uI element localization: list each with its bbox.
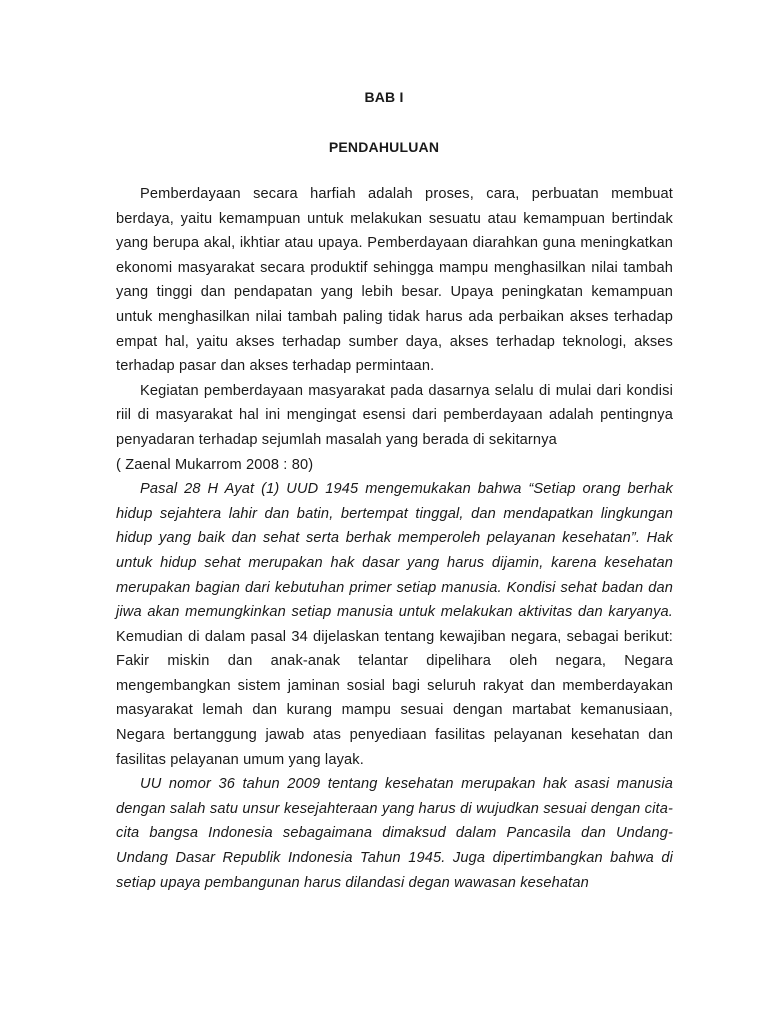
body-text: [116, 182, 673, 895]
paragraph-2: [116, 379, 673, 477]
chapter-title: PENDAHULUAN: [328, 139, 440, 155]
paragraph-text: Kemudian di dalam pasal 34 dijelaskan tentang kewajiban negara, sebagai berikut: Fakir miskin dan anak-anak telantar dipelihara oleh negara, Negara mengembangkan sistem jaminan sosial bagi seluruh rakyat dan memberdayakan masyarakat lemah dan kurang mampu sesuai dengan martabat kemanusiaan, Negara bertanggung jawab atas penyediaan fasilitas pelayanan kesehatan dan fasilitas pelayanan umum yang layak.: [116, 628, 673, 768]
paragraph-1: [116, 182, 673, 379]
paragraph-text: Pemberdayaan secara harfiah adalah proses, cara, perbuatan membuat berdaya, yaitu kemampuan untuk melakukan sesuatu atau kemampuan bertindak yang berupa akal, ikhtiar atau upaya. Pemberdayaan diarahkan guna meningkatkan ekonomi masyarakat secara produktif sehingga mampu menghasilkan nilai tambah yang tinggi dan pendapatan yang lebih besar. Upaya peningkatan kemampuan untuk menghasilkan nilai tambah paling tidak harus ada perbaikan akses terhadap empat hal, yaitu akses terhadap sumber daya, akses terhadap teknologi, akses terhadap pasar dan akses terhadap permintaan.: [116, 186, 673, 375]
citation: ( Zaenal Mukarrom 2008 : 80): [116, 456, 314, 473]
paragraph-4: [116, 772, 673, 895]
paragraph-italic-text: UU nomor 36 tahun 2009 tentang kesehatan merupakan hak asasi manusia dengan salah satu unsur kesejahteraan yang harus di wujudkan sesuai dengan cita-cita bangsa Indonesia sebagaimana dimaksud dalam Pancasila dan Undang-Undang Dasar Republik Indonesia Tahun 1945. Juga dipertimbangkan bahwa di setiap upaya pembangunan harus dilandasi degan wawasan kesehatan: [116, 776, 673, 891]
paragraph-text: Kegiatan pemberdayaan masyarakat pada dasarnya selalu di mulai dari kondisi riil di masyarakat hal ini mengingat esensi dari pemberdayaan adalah pentingnya penyadaran terhadap sejumlah masalah yang berada di sekitarnya: [116, 382, 673, 448]
paragraph-italic-text: Pasal 28 H Ayat (1) UUD 1945 mengemukakan bahwa “Setiap orang berhak hidup sejahtera lahir dan batin, bertempat tinggal, dan mendapatkan lingkungan hidup yang baik dan sehat serta berhak memperoleh pelayanan kesehatan”. Hak untuk hidup sehat merupakan hak dasar yang harus dijamin, karena kesehatan merupakan bagian dari kebutuhan primer setiap manusia. Kondisi sehat badan dan jiwa akan memungkinkan setiap manusia untuk melakukan aktivitas dan karyanya.: [116, 481, 673, 621]
paragraph-3: [116, 477, 673, 772]
chapter-number: BAB I: [364, 89, 404, 105]
